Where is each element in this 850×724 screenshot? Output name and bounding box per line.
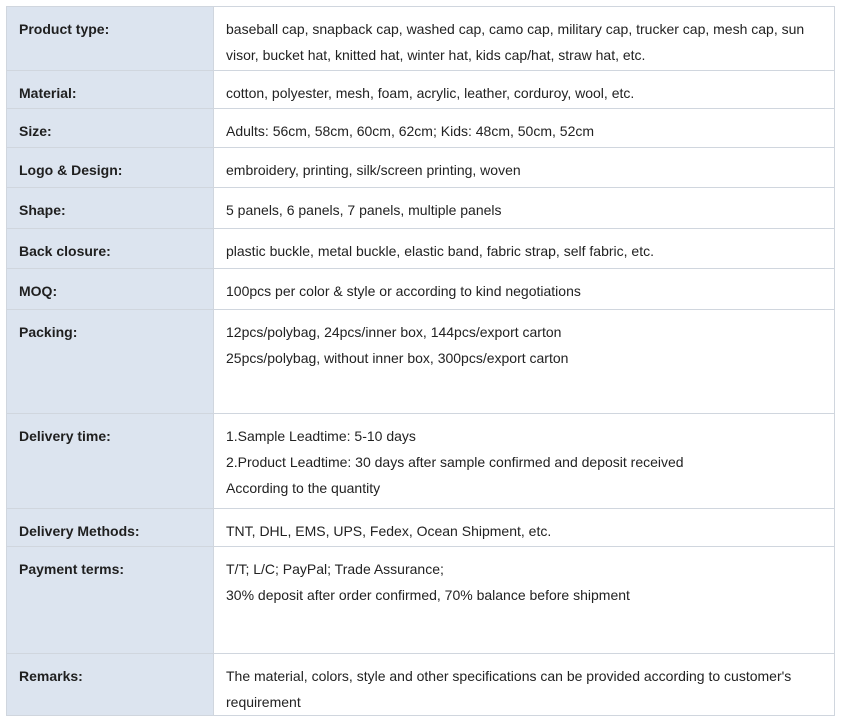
- spec-value-line: 30% deposit after order confirmed, 70% balance before shipment: [226, 587, 630, 603]
- spec-value: [214, 269, 835, 310]
- spec-label: Material:: [7, 71, 214, 109]
- spec-value-line: TNT, DHL, EMS, UPS, Fedex, Ocean Shipment, etc.: [226, 523, 552, 539]
- spec-value-line: Adults: 56cm, 58cm, 60cm, 62cm; Kids: 48cm, 50cm, 52cm: [226, 123, 595, 139]
- spec-label: Logo & Design:: [7, 148, 214, 188]
- spec-row: [7, 414, 835, 509]
- spec-label: Delivery Methods:: [7, 509, 214, 547]
- spec-value-line: According to the quantity: [226, 480, 381, 496]
- spec-label: Product type:: [7, 7, 214, 71]
- spec-value: [214, 229, 835, 269]
- spec-label: Shape:: [7, 188, 214, 229]
- spec-value-line: plastic buckle, metal buckle, elastic band, fabric strap, self fabric, etc.: [226, 243, 654, 259]
- spec-value-line: 25pcs/polybag, without inner box, 300pcs/export carton: [226, 350, 569, 366]
- spec-table-body: [7, 7, 835, 716]
- spec-value-line: baseball cap, snapback cap, washed cap, camo cap, military cap, trucker cap, mesh cap, sun visor, bucket hat, knitted hat, winter hat, kids cap/hat, straw hat, etc.: [226, 21, 805, 63]
- spec-value: [214, 654, 835, 716]
- spec-row: [7, 547, 835, 654]
- spec-label: Back closure:: [7, 229, 214, 269]
- spec-value-line: 5 panels, 6 panels, 7 panels, multiple panels: [226, 202, 502, 218]
- spec-value: [214, 414, 835, 509]
- spec-label: Size:: [7, 109, 214, 148]
- spec-row: [7, 229, 835, 269]
- spec-row: [7, 654, 835, 716]
- spec-value: [214, 547, 835, 654]
- spec-value: [214, 148, 835, 188]
- spec-value-line: cotton, polyester, mesh, foam, acrylic, leather, corduroy, wool, etc.: [226, 85, 635, 101]
- spec-label: Payment terms:: [7, 547, 214, 654]
- spec-value: [214, 188, 835, 229]
- spec-row: [7, 109, 835, 148]
- spec-value: [214, 310, 835, 414]
- spec-value-line: The material, colors, style and other specifications can be provided according to customer's requirement: [226, 668, 792, 710]
- spec-value: [214, 71, 835, 109]
- spec-row: [7, 310, 835, 414]
- spec-row: [7, 188, 835, 229]
- spec-label: MOQ:: [7, 269, 214, 310]
- product-spec-table: [6, 6, 835, 716]
- spec-row: [7, 269, 835, 310]
- spec-label: Remarks:: [7, 654, 214, 716]
- spec-row: [7, 7, 835, 71]
- spec-value-line: 12pcs/polybag, 24pcs/inner box, 144pcs/export carton: [226, 324, 562, 340]
- spec-value: [214, 7, 835, 71]
- spec-value: [214, 109, 835, 148]
- spec-value: [214, 509, 835, 547]
- spec-value-line: 1.Sample Leadtime: 5-10 days: [226, 428, 416, 444]
- spec-value-line: 2.Product Leadtime: 30 days after sample confirmed and deposit received: [226, 454, 684, 470]
- spec-value-line: 100pcs per color & style or according to kind negotiations: [226, 283, 581, 299]
- spec-row: [7, 509, 835, 547]
- spec-label: Packing:: [7, 310, 214, 414]
- spec-value-line: embroidery, printing, silk/screen printing, woven: [226, 162, 521, 178]
- spec-label: Delivery time:: [7, 414, 214, 509]
- spec-row: [7, 71, 835, 109]
- spec-value-line: T/T; L/C; PayPal; Trade Assurance;: [226, 561, 444, 577]
- spec-row: [7, 148, 835, 188]
